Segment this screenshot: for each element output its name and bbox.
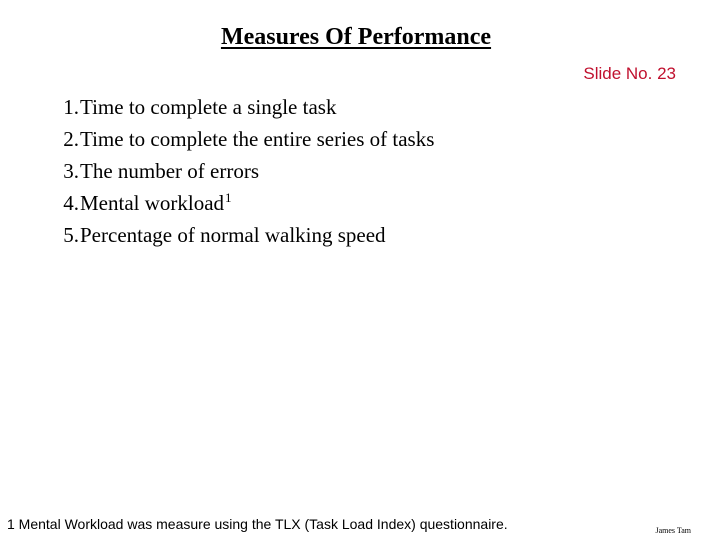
list-item — [34, 123, 434, 155]
list-item-number: 2. — [63, 127, 79, 151]
list-item-number: 1. — [63, 95, 79, 119]
list-item — [34, 219, 434, 251]
list-item-label: Percentage of normal walking speed — [80, 223, 386, 247]
list-item-number: 4. — [63, 191, 79, 215]
list-item-text — [80, 123, 434, 155]
measures-list — [34, 91, 434, 251]
list-item — [34, 91, 434, 123]
list-item — [34, 155, 434, 187]
slide-number: Slide No. 23 — [583, 64, 676, 83]
list-item-text — [80, 187, 232, 219]
list-item-label: Mental workload — [80, 191, 225, 215]
list-item-number: 5. — [63, 223, 79, 247]
list-item-label: Time to complete a single task — [80, 95, 337, 119]
list-item-text — [80, 91, 336, 123]
author-credit: James Tam — [655, 526, 691, 535]
list-item — [34, 187, 434, 219]
list-item-number: 3. — [63, 159, 79, 183]
list-item-text — [80, 219, 386, 251]
footnote: 1 Mental Workload was measure using the TLX (Task Load Index) questionnaire. — [7, 516, 508, 532]
list-item-label: Time to complete the entire series of tasks — [80, 127, 435, 151]
slide-title: Measures Of Performance — [220, 24, 492, 50]
footnote-marker: 1 — [225, 190, 232, 205]
list-item-text — [80, 155, 259, 187]
list-item-label: The number of errors — [80, 159, 260, 183]
